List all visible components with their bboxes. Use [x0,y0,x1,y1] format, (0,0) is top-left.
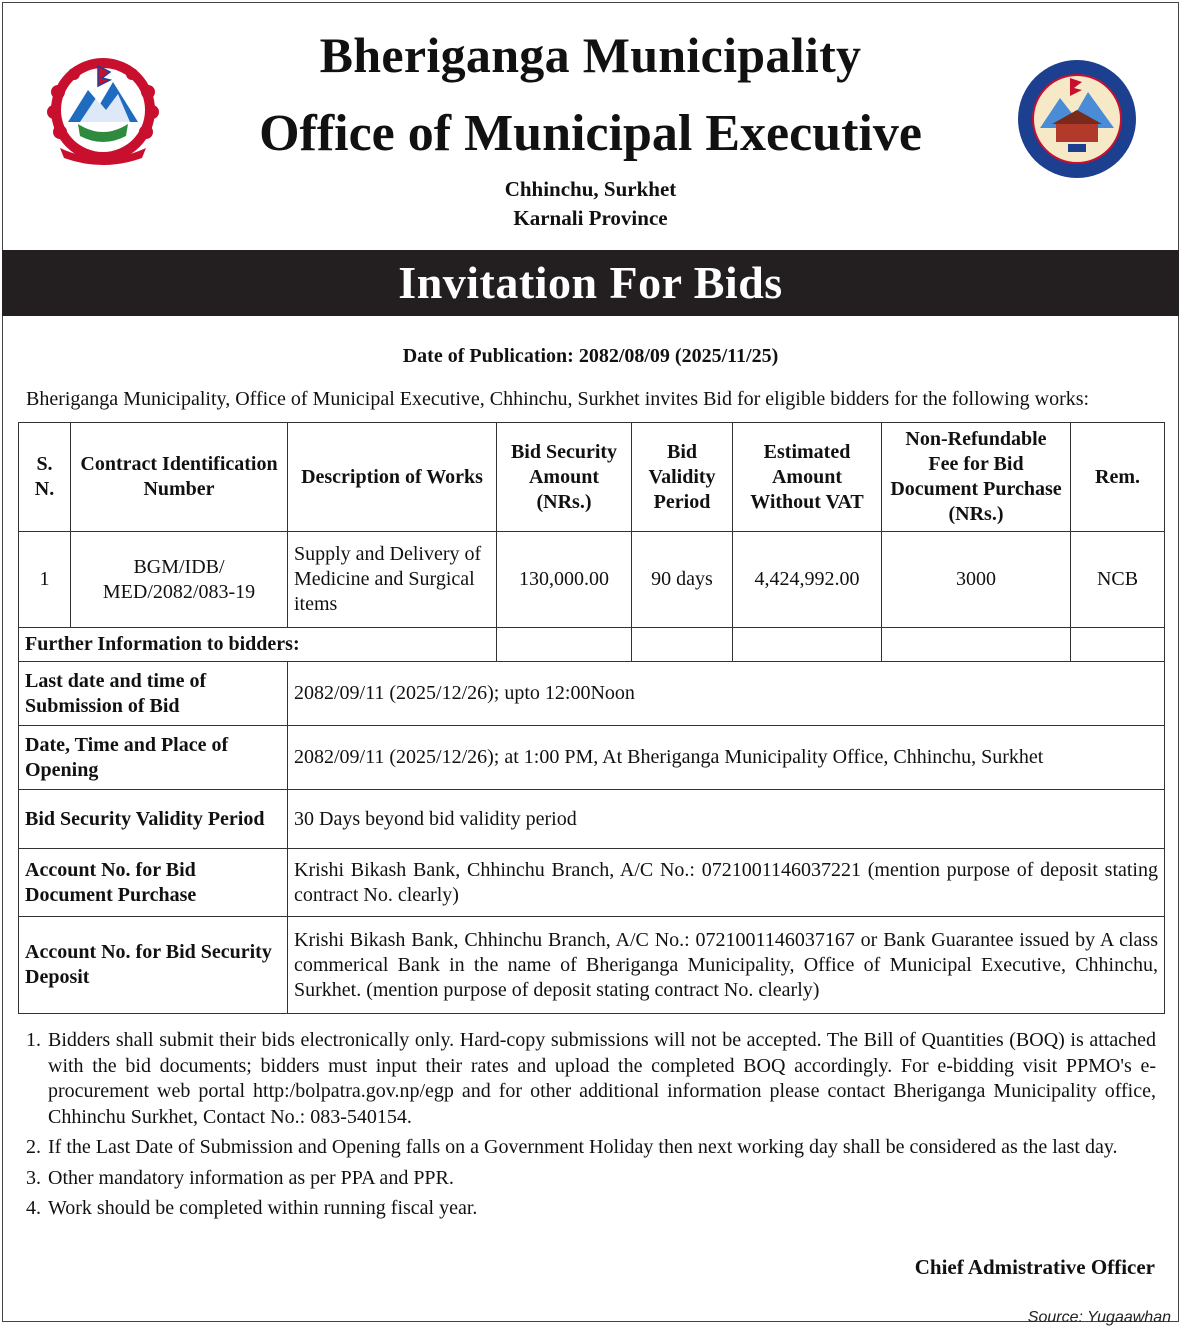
info-value: Krishi Bikash Bank, Chhinchu Branch, A/C No.: 0721001146037221 (mention purpose of deposit stating contract No. clearly) [288,849,1165,917]
signatory: Chief Admistrative Officer [914,1255,1155,1279]
note-text: If the Last Date of Submission and Opening falls on a Government Holiday then next working day shall be considered as the last day. [48,1136,1118,1158]
info-value: 30 Days beyond bid validity period [288,790,1165,849]
info-label: Account No. for Bid Document Purchase [19,849,288,917]
notes-list [26,1028,1156,1227]
office-title: Office of Municipal Executive [259,105,922,162]
invitation-banner: Invitation For Bids [2,250,1179,316]
empty-cell [632,628,733,662]
empty-cell [882,628,1071,662]
info-row-security-validity [19,790,1165,849]
info-value: Krishi Bikash Bank, Chhinchu Branch, A/C No.: 0721001146037167 or Bank Guarantee issued by A class commerical Bank in the name of Bheriganga Municipality, Office of Municipal Executive, Chhinchu, Surkhet. (mention purpose of deposit stating contract No. clearly) [288,917,1165,1014]
row-sn: 1 [19,532,71,628]
list-item [26,1196,1156,1222]
info-row-submission [19,662,1165,726]
info-row-security-account [19,917,1165,1014]
note-number: 3. [26,1166,41,1189]
note-number: 4. [26,1197,41,1219]
header-bid-security: Bid Security Amount (NRs.) [497,423,632,532]
publication-date: Date of Publication: 2082/08/09 (2025/11/25) [402,345,779,367]
header-rem: Rem. [1071,423,1165,532]
row-contract-id [71,532,288,628]
note-text: Bidders shall submit their bids electronically only. Hard-copy submissions will not be accepted. The Bill of Quantities (BOQ) is attached with the bid documents; bidders must input their rates and upload the completed BOQ accordingly. For e-bidding visit PPMO's e-procurement web portal http:/bolpatra.gov.np/egp and for other additional information please contact Bheriganga Municipality office, Chhinchu Surkhet, Contact No.: 083-540154. [48,1029,1156,1128]
info-label: Last date and time of Submission of Bid [19,662,288,726]
info-value: 2082/09/11 (2025/12/26); at 1:00 PM, At Bheriganga Municipality Office, Chhinchu, Surkhet [288,726,1165,790]
row-fee: 3000 [882,532,1071,628]
info-value: 2082/09/11 (2025/12/26); upto 12:00Noon [288,662,1165,726]
further-info-row [19,628,1165,662]
header-estimated: Estimated Amount Without VAT [733,423,882,532]
address-line-2: Karnali Province [513,206,668,230]
header-contract-id: Contract Identification Number [71,423,288,532]
row-rem: NCB [1071,532,1165,628]
municipality-title: Bheriganga Municipality [319,27,862,83]
row-contract-id-line1: BGM/IDB/ [133,555,225,578]
list-item [26,1166,1156,1192]
info-label: Account No. for Bid Security Deposit [19,917,288,1014]
header-validity: Bid Validity Period [632,423,733,532]
list-item [26,1135,1156,1161]
bid-table [18,422,1165,1014]
address-line-1: Chhinchu, Surkhet [504,177,677,201]
row-estimated: 4,424,992.00 [733,532,882,628]
info-row-opening [19,726,1165,790]
note-text: Work should be completed within running fiscal year. [48,1197,478,1219]
source-credit: Source: Yugaawhan [1027,1309,1171,1326]
empty-cell [497,628,632,662]
header-fee: Non-Refundable Fee for Bid Document Purchase (NRs.) [882,423,1071,532]
header-sn: S. N. [19,423,71,532]
row-description: Supply and Delivery of Medicine and Surgical items [288,532,497,628]
municipality-seal-icon [1016,58,1138,180]
further-info-label: Further Information to bidders: [19,628,497,662]
row-bid-security: 130,000.00 [497,532,632,628]
empty-cell [1071,628,1165,662]
table-row [19,532,1165,628]
note-text: Other mandatory information as per PPA and PPR. [48,1166,454,1189]
note-number: 1. [26,1029,41,1051]
info-row-document-account [19,849,1165,917]
row-validity: 90 days [632,532,733,628]
notice-header [0,0,1181,250]
intro-text: Bheriganga Municipality, Office of Municipal Executive, Chhinchu, Surkhet invites Bid for eligible bidders for the following works: [26,388,1090,410]
info-label: Date, Time and Place of Opening [19,726,288,790]
row-contract-id-line2: MED/2082/083-19 [102,580,256,603]
note-number: 2. [26,1136,41,1158]
header-description: Description of Works [288,423,497,532]
table-header-row [19,423,1165,532]
info-label: Bid Security Validity Period [19,790,288,849]
list-item [26,1028,1156,1130]
empty-cell [733,628,882,662]
